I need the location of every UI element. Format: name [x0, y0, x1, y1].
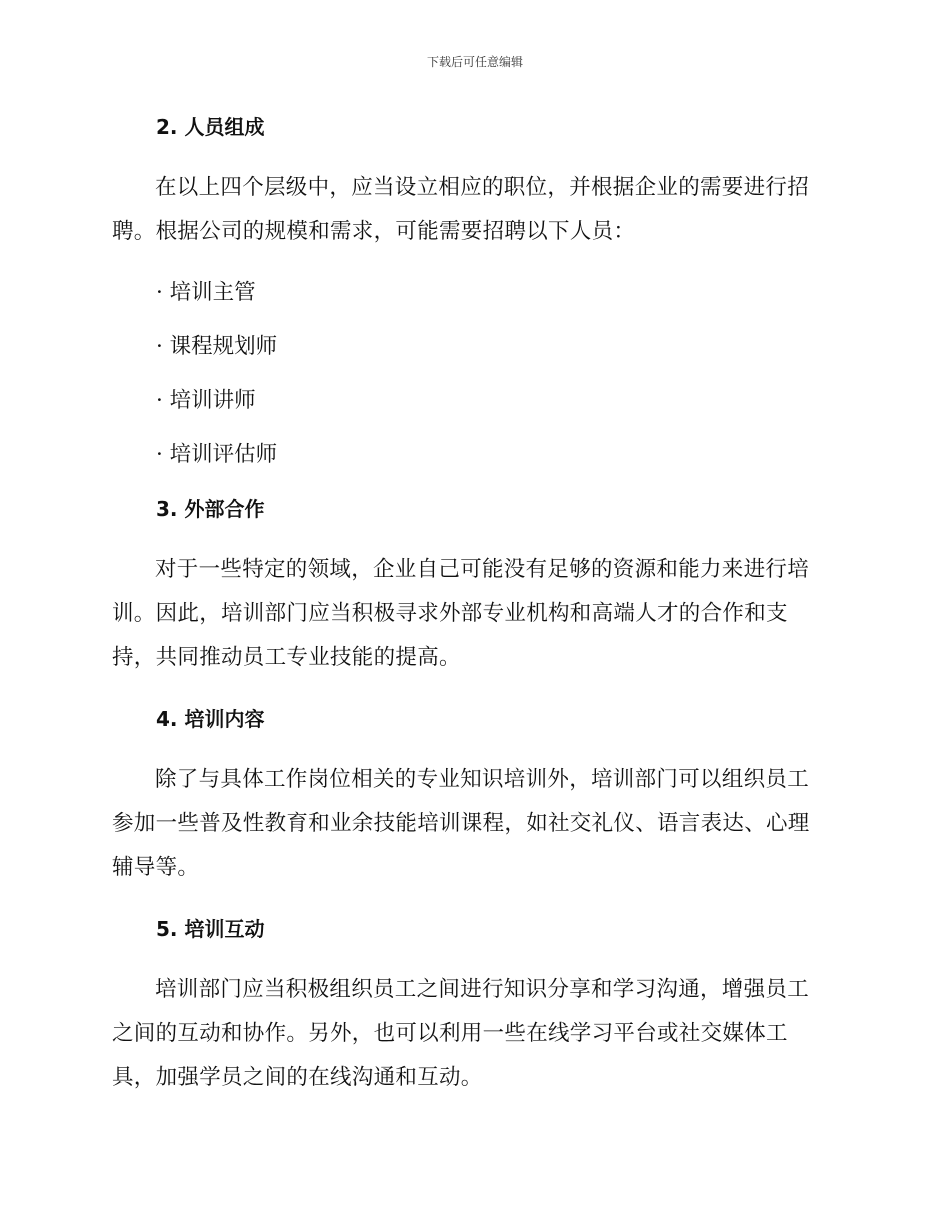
list-item: · 培训评估师 — [156, 442, 278, 467]
section-heading: 5. 培训互动 — [156, 917, 265, 941]
section-training-content — [112, 704, 830, 890]
document-body — [112, 112, 830, 1100]
section-heading: 4. 培训内容 — [156, 707, 265, 731]
header-note: 下载后可任意编辑 — [426, 55, 523, 69]
section-paragraph: 培训部门应当积极组织员工之间进行知识分享和学习沟通，增强员工之间的互动和协作。另外，也可以利用一些在线学习平台或社交媒体工具，加强学员之间的在线沟通和互动。 — [112, 977, 810, 1090]
list-item: · 培训主管 — [156, 280, 256, 305]
section-training-interaction — [112, 914, 830, 1100]
section-personnel — [112, 112, 830, 470]
list-item: · 课程规划师 — [156, 334, 278, 359]
section-external-cooperation — [112, 494, 830, 680]
section-heading: 2. 人员组成 — [156, 115, 265, 139]
section-paragraph: 对于一些特定的领域，企业自己可能没有足够的资源和能力来进行培训。因此，培训部门应当积极寻求外部专业机构和高端人才的合作和支持，共同推动员工专业技能的提高。 — [112, 557, 810, 670]
section-paragraph: 除了与具体工作岗位相关的专业知识培训外，培训部门可以组织员工参加一些普及性教育和业余技能培训课程，如社交礼仪、语言表达、心理辅导等。 — [112, 767, 810, 880]
list-item: · 培训讲师 — [156, 388, 256, 413]
section-heading: 3. 外部合作 — [156, 497, 265, 521]
section-paragraph: 在以上四个层级中，应当设立相应的职位，并根据企业的需要进行招聘。根据公司的规模和需求，可能需要招聘以下人员： — [112, 175, 810, 244]
